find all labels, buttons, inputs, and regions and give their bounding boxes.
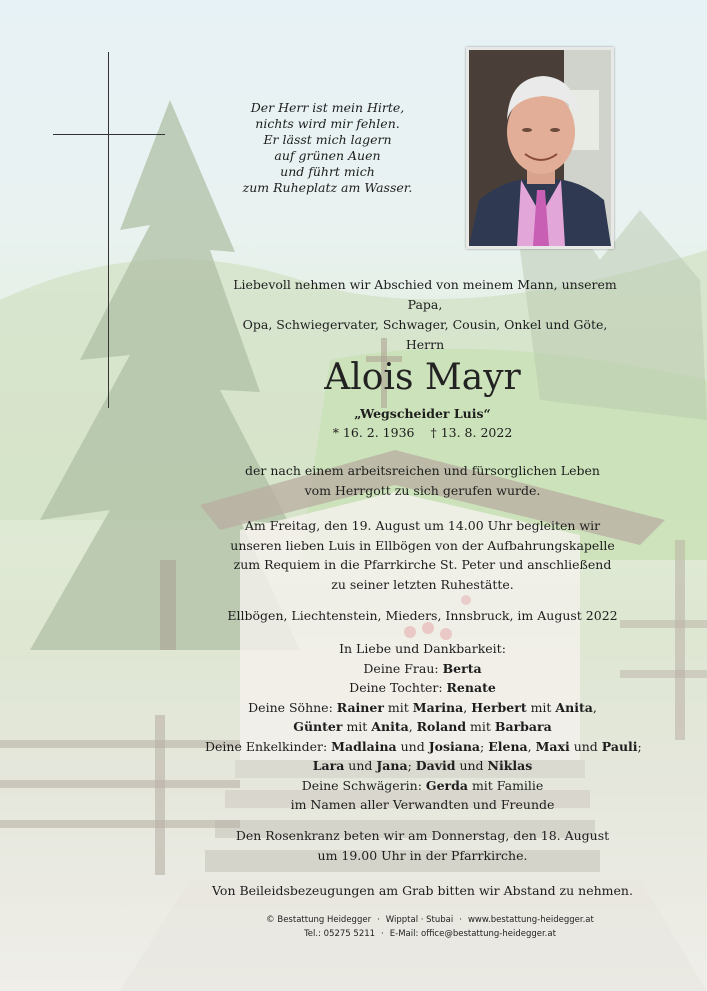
funeral-details [205, 516, 640, 594]
footer-region: Wipptal · Stubai [385, 915, 454, 925]
mourners-heading: In Liebe und Dankbarkeit: [339, 641, 506, 656]
place-date-line: Ellbögen, Liechtenstein, Mieders, Innsbruck, im August 2022 [227, 608, 618, 623]
mourner-grandchildren-line-1: Deine Enkelkinder: Madlaina und Josiana; Elena, Maxi und Pauli; [205, 738, 642, 754]
place-and-date [205, 606, 640, 626]
mourner-sons-line-2: Günter mit Anita, Roland mit Barbara [293, 719, 552, 734]
cross-horizontal-bar [53, 134, 165, 135]
condolence-notice [205, 881, 640, 901]
mourner-sister-in-law: Deine Schwägerin: Gerda mit Familie [301, 777, 544, 793]
mourner-wife: Deine Frau: Berta [363, 660, 482, 676]
footer-email[interactable]: E-Mail: office@bestattung-heidegger.at [389, 929, 556, 939]
psalm-line: zum Ruheplatz am Wasser. [242, 180, 413, 195]
psalm-line: Er lässt mich lagern [263, 132, 392, 147]
birth-date: * 16. 2. 1936 [332, 425, 415, 440]
footer-web[interactable]: www.bestattung-heidegger.at [467, 915, 594, 925]
funeral-home-footer: © Bestattung Heidegger · Wipptal · Stubai · www.bestattung-heidegger.at Tel.: 05275 5211 · E-Mail: office@bestattung-heidegger.at [266, 915, 594, 939]
rosary-notice [205, 826, 640, 865]
psalm-line: auf grünen Auen [274, 148, 381, 163]
intro-line: Opa, Schwiegervater, Schwager, Cousin, Onkel und Göte, [242, 317, 608, 332]
portrait-photo [466, 47, 614, 249]
rosary-line: um 19.00 Uhr in der Pfarrkirche. [317, 847, 528, 863]
condolence-line: Von Beileidsbezeugungen am Grab bitten wir Abstand zu nehmen. [212, 883, 633, 898]
deceased-nickname: „Wegscheider Luis“ [354, 406, 491, 421]
footer-company: © Bestattung Heidegger [266, 915, 372, 925]
intro-line: Herrn [405, 337, 445, 352]
life-line: der nach einem arbeitsreichen und fürsorglichen Leben [245, 463, 600, 478]
funeral-line: Am Freitag, den 19. August um 14.00 Uhr begleiten wir [244, 518, 601, 533]
mourner-daughter: Deine Tochter: Renate [349, 680, 496, 695]
death-date: † 13. 8. 2022 [430, 425, 513, 440]
psalm-line: Der Herr ist mein Hirte, [250, 100, 405, 115]
rosary-line: Den Rosenkranz beten wir am Donnerstag, den 18. August [235, 828, 610, 843]
funeral-line: unseren lieben Luis in Ellbögen von der Aufbahrungskapelle [230, 537, 615, 553]
funeral-line: zu seiner letzten Ruhestätte. [331, 576, 514, 592]
funeral-line: zum Requiem in die Pfarrkirche St. Peter und anschließend [233, 557, 612, 572]
farewell-intro [225, 275, 625, 355]
mourner-sons-line-1: Deine Söhne: Rainer mit Marina, Herbert mit Anita, [248, 699, 597, 715]
life-dates [210, 425, 635, 440]
mourners-relatives: im Namen aller Verwandten und Freunde [290, 797, 555, 812]
mourners-list [205, 639, 640, 815]
life-line: vom Herrgott zu sich gerufen wurde. [304, 482, 541, 498]
mourner-grandchildren-line-2: Lara und Jana; David und Niklas [312, 758, 533, 773]
wife-name: Berta [442, 660, 482, 676]
psalm-verse [200, 100, 455, 196]
psalm-line: nichts wird mir fehlen. [255, 116, 400, 131]
daughter-name: Renate [446, 680, 496, 695]
footer-phone: Tel.: 05275 5211 [304, 929, 376, 939]
psalm-line: und führt mich [280, 164, 375, 179]
intro-line: Liebevoll nehmen wir Abschied von meinem Mann, unserem Papa, [233, 277, 617, 312]
cross-vertical-bar [108, 52, 109, 408]
deceased-name: Alois Mayr [324, 357, 521, 398]
life-statement [205, 461, 640, 500]
